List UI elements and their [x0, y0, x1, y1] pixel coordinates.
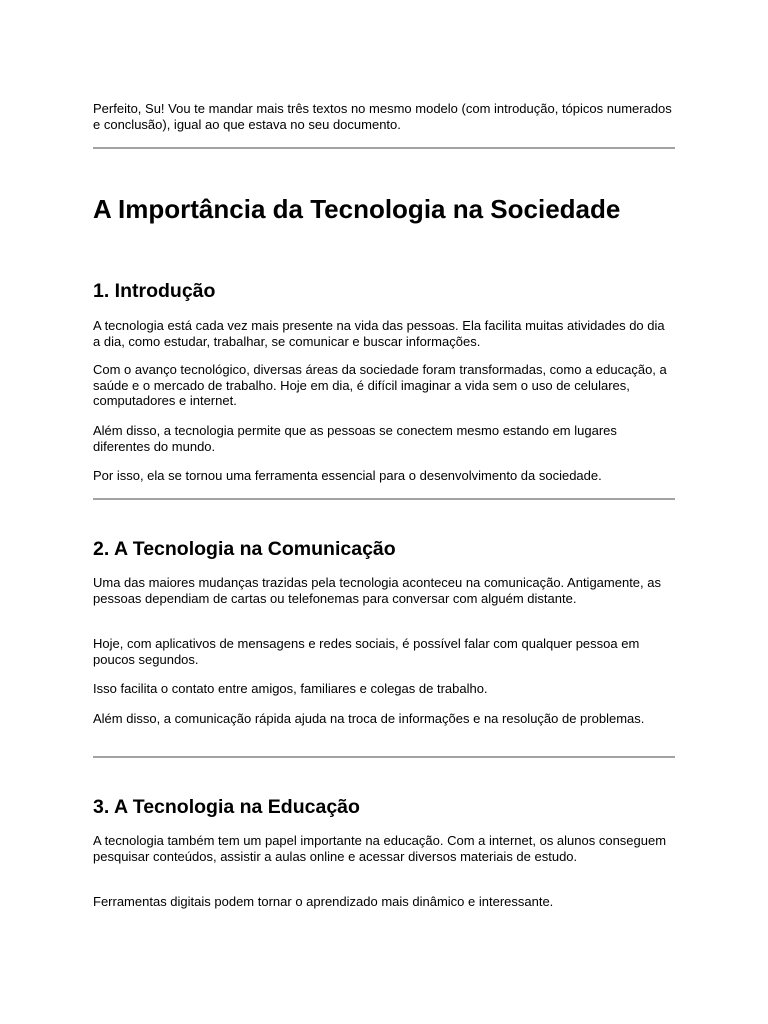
section-1-paragraph-2: Com o avanço tecnológico, diversas áreas da sociedade foram transformadas, como a educação, a saúde e o mercado de trabalho. Hoje em dia, é difícil imaginar a vida sem o uso de celulares, computadores e internet. [93, 362, 667, 408]
divider-top [93, 147, 675, 149]
section-2-paragraph-1: Uma das maiores mudanças trazidas pela tecnologia aconteceu na comunicação. Antigamente, as pessoas dependiam de cartas ou telefonemas para conversar com alguém distante. [93, 575, 661, 606]
section-2-paragraph-3: Isso facilita o contato entre amigos, familiares e colegas de trabalho. [93, 681, 488, 696]
section-3-paragraph-1: A tecnologia também tem um papel importante na educação. Com a internet, os alunos conseguem pesquisar conteúdos, assistir a aulas online e acessar diversos materiais de estudo. [93, 833, 667, 864]
section-1-paragraph-3: Além disso, a tecnologia permite que as pessoas se conectem mesmo estando em lugares diferentes do mundo. [93, 423, 617, 454]
section-1-paragraph-4: Por isso, ela se tornou uma ferramenta essencial para o desenvolvimento da sociedade. [93, 468, 602, 483]
section-2-paragraph-2: Hoje, com aplicativos de mensagens e redes sociais, é possível falar com qualquer pessoa em poucos segundos. [93, 636, 640, 667]
intro-note: Perfeito, Su! Vou te mandar mais três textos no mesmo modelo (com introdução, tópicos numerados e conclusão), igual ao que estava no seu documento. [93, 101, 672, 132]
section-1-paragraph-1: A tecnologia está cada vez mais presente na vida das pessoas. Ela facilita muitas atividades do dia a dia, como estudar, trabalhar, se comunicar e buscar informações. [93, 318, 665, 349]
section-2-paragraph-4: Além disso, a comunicação rápida ajuda na troca de informações e na resolução de problemas. [93, 711, 645, 726]
section-heading-introducao: 1. Introdução [93, 280, 216, 302]
section-heading-comunicacao: 2. A Tecnologia na Comunicação [93, 538, 396, 560]
divider-section-1 [93, 498, 675, 500]
section-heading-educacao: 3. A Tecnologia na Educação [93, 796, 360, 818]
section-3-paragraph-2: Ferramentas digitais podem tornar o aprendizado mais dinâmico e interessante. [93, 894, 554, 909]
divider-section-2 [93, 756, 675, 758]
document-title: A Importância da Tecnologia na Sociedade [93, 194, 621, 224]
